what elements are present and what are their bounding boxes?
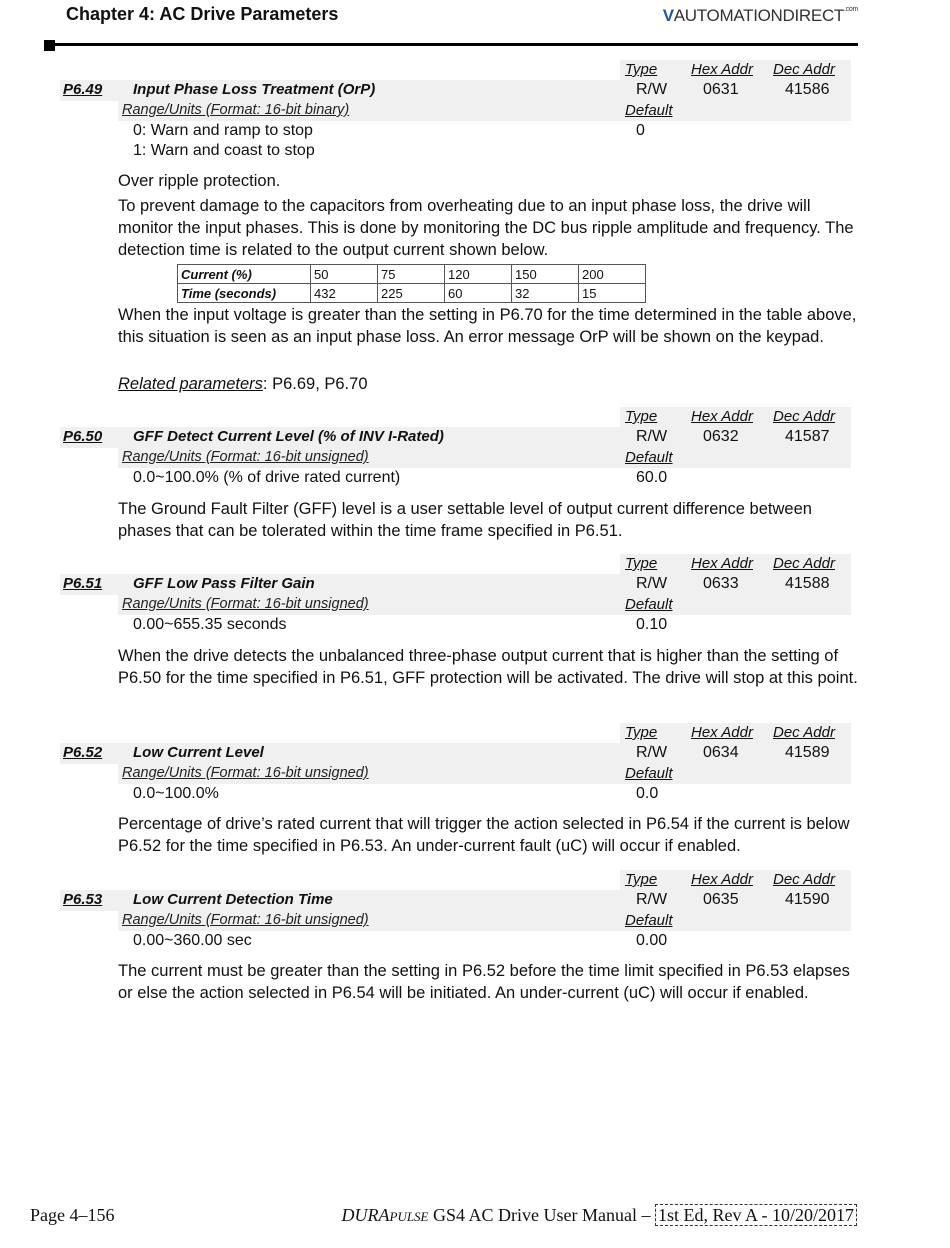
param-name: GFF Low Pass Filter Gain: [133, 575, 315, 592]
default-label: Default: [625, 596, 673, 613]
header-rule-marker: [44, 40, 55, 51]
default-label: Default: [625, 449, 673, 466]
col-header-dec: Dec Addr: [773, 871, 835, 888]
param-dec: 41586: [785, 81, 830, 98]
col-header-type: Type: [625, 61, 658, 78]
param-dec: 41590: [785, 891, 830, 908]
table-cell: 75: [378, 265, 445, 284]
param-hex: 0634: [703, 744, 739, 761]
table-cell: 432: [311, 284, 378, 303]
paragraph: The current must be greater than the setting in P6.52 before the time limit specified in P6.53 elapses or else the action selected in P6.54 will be initiated. An under-current (uC) will occur if enabled.: [118, 962, 850, 1002]
param-id: P6.52: [63, 744, 103, 761]
param-hex: 0635: [703, 891, 739, 908]
param-name: Low Current Level: [133, 744, 264, 761]
col-header-hex: Hex Addr: [691, 555, 753, 572]
page-number: Page 4–156: [30, 1205, 115, 1225]
col-header-dec: Dec Addr: [773, 408, 835, 425]
related-values: : P6.69, P6.70: [262, 375, 368, 393]
param-dec: 41587: [785, 428, 830, 445]
default-value: 0.10: [636, 616, 668, 633]
default-label: Default: [625, 765, 673, 782]
default-value: 0.00: [636, 932, 668, 949]
param-type: R/W: [636, 428, 668, 445]
default-value: 0.0: [636, 785, 659, 802]
table-cell: 60: [445, 284, 512, 303]
table-row-label: Time (seconds): [178, 284, 311, 303]
col-header-hex: Hex Addr: [691, 871, 753, 888]
range-value: 0.00~655.35 seconds: [133, 616, 287, 633]
range-value: 0: Warn and ramp to stop: [133, 122, 313, 139]
paragraph: Percentage of drive’s rated current that will trigger the action selected in P6.54 if the current is below P6.52 for the time specified in P6.53. An under-current fault (uC) will occur if enabled.: [118, 815, 850, 855]
param-name: GFF Detect Current Level (% of INV I-Rated): [133, 428, 444, 445]
table-row: [178, 265, 646, 284]
range-label: Range/Units (Format: 16-bit unsigned): [122, 449, 369, 465]
param-name: Low Current Detection Time: [133, 891, 333, 908]
edition-badge: 1st Ed, Rev A - 10/20/2017: [655, 1204, 857, 1226]
logo-v-icon: V: [662, 6, 674, 25]
table-cell: 32: [512, 284, 579, 303]
table-cell: 15: [579, 284, 646, 303]
range-value: 0.0~100.0%: [133, 785, 219, 802]
col-header-type: Type: [625, 408, 658, 425]
logo-suffix: .com: [844, 6, 858, 13]
paragraph: To prevent damage to the capacitors from overheating due to an input phase loss, the drive will monitor the input phases. This is done by monitoring the DC bus ripple amplitude and frequency. The detection time is related to the output current shown below.: [118, 197, 854, 259]
param-id: P6.53: [63, 891, 103, 908]
param-type: R/W: [636, 744, 668, 761]
param-type: R/W: [636, 575, 668, 592]
col-header-dec: Dec Addr: [773, 555, 835, 572]
brand-dura: DURA: [341, 1205, 390, 1225]
chapter-title: Chapter 4: AC Drive Parameters: [66, 4, 339, 24]
paragraph: The Ground Fault Filter (GFF) level is a user settable level of output current difference between phases that can be tolerated within the time frame specified in P6.51.: [118, 500, 812, 540]
brand-logo: [663, 6, 858, 26]
param-id: P6.50: [63, 428, 103, 445]
range-value: 0.0~100.0% (% of drive rated current): [133, 469, 401, 486]
col-header-hex: Hex Addr: [691, 61, 753, 78]
table-row-label: Current (%): [178, 265, 311, 284]
default-label: Default: [625, 912, 673, 929]
paragraph: Over ripple protection.: [118, 172, 281, 190]
param-hex: 0633: [703, 575, 739, 592]
col-header-hex: Hex Addr: [691, 408, 753, 425]
footer-manual-title: [342, 1205, 858, 1226]
paragraph: When the input voltage is greater than the setting in P6.70 for the time determined in the table above, this situation is seen as an input phase loss. An error message OrP will be shown on the keypad.: [118, 306, 857, 346]
table-row: [178, 284, 646, 303]
table-cell: 200: [579, 265, 646, 284]
param-id: P6.49: [63, 81, 103, 98]
default-value: 0: [636, 122, 645, 139]
paragraph: When the drive detects the unbalanced three-phase output current that is higher than the setting of P6.50 for the time specified in P6.51, GFF protection will be activated. The drive will stop at this point.: [118, 647, 858, 687]
related-label: Related parameters: [118, 375, 263, 393]
table-cell: 225: [378, 284, 445, 303]
param-type: R/W: [636, 81, 668, 98]
range-label: Range/Units (Format: 16-bit unsigned): [122, 596, 369, 612]
col-header-type: Type: [625, 555, 658, 572]
range-label: Range/Units (Format: 16-bit unsigned): [122, 912, 369, 928]
table-cell: 50: [311, 265, 378, 284]
range-value: 0.00~360.00 sec: [133, 932, 252, 949]
current-time-table: [177, 264, 646, 303]
header-rule: [46, 43, 858, 46]
param-hex: 0631: [703, 81, 739, 98]
param-hex: 0632: [703, 428, 739, 445]
param-dec: 41589: [785, 744, 830, 761]
table-cell: 120: [445, 265, 512, 284]
col-header-type: Type: [625, 724, 658, 741]
param-type: R/W: [636, 891, 668, 908]
col-header-type: Type: [625, 871, 658, 888]
related-parameters: [118, 373, 858, 395]
brand-pulse: PULSE: [389, 1209, 429, 1224]
table-cell: 150: [512, 265, 579, 284]
manual-name: GS4 AC Drive User Manual –: [428, 1205, 655, 1225]
default-label: Default: [625, 102, 673, 119]
param-name: Input Phase Loss Treatment (OrP): [133, 81, 376, 98]
param-dec: 41588: [785, 575, 830, 592]
logo-text: AUTOMATIONDIRECT: [673, 6, 845, 25]
range-label: Range/Units (Format: 16-bit binary): [122, 102, 350, 118]
default-value: 60.0: [636, 469, 668, 486]
range-value: 1: Warn and coast to stop: [133, 142, 315, 159]
range-label: Range/Units (Format: 16-bit unsigned): [122, 765, 369, 781]
col-header-dec: Dec Addr: [773, 724, 835, 741]
col-header-hex: Hex Addr: [691, 724, 753, 741]
col-header-dec: Dec Addr: [773, 61, 835, 78]
param-id: P6.51: [63, 575, 103, 592]
